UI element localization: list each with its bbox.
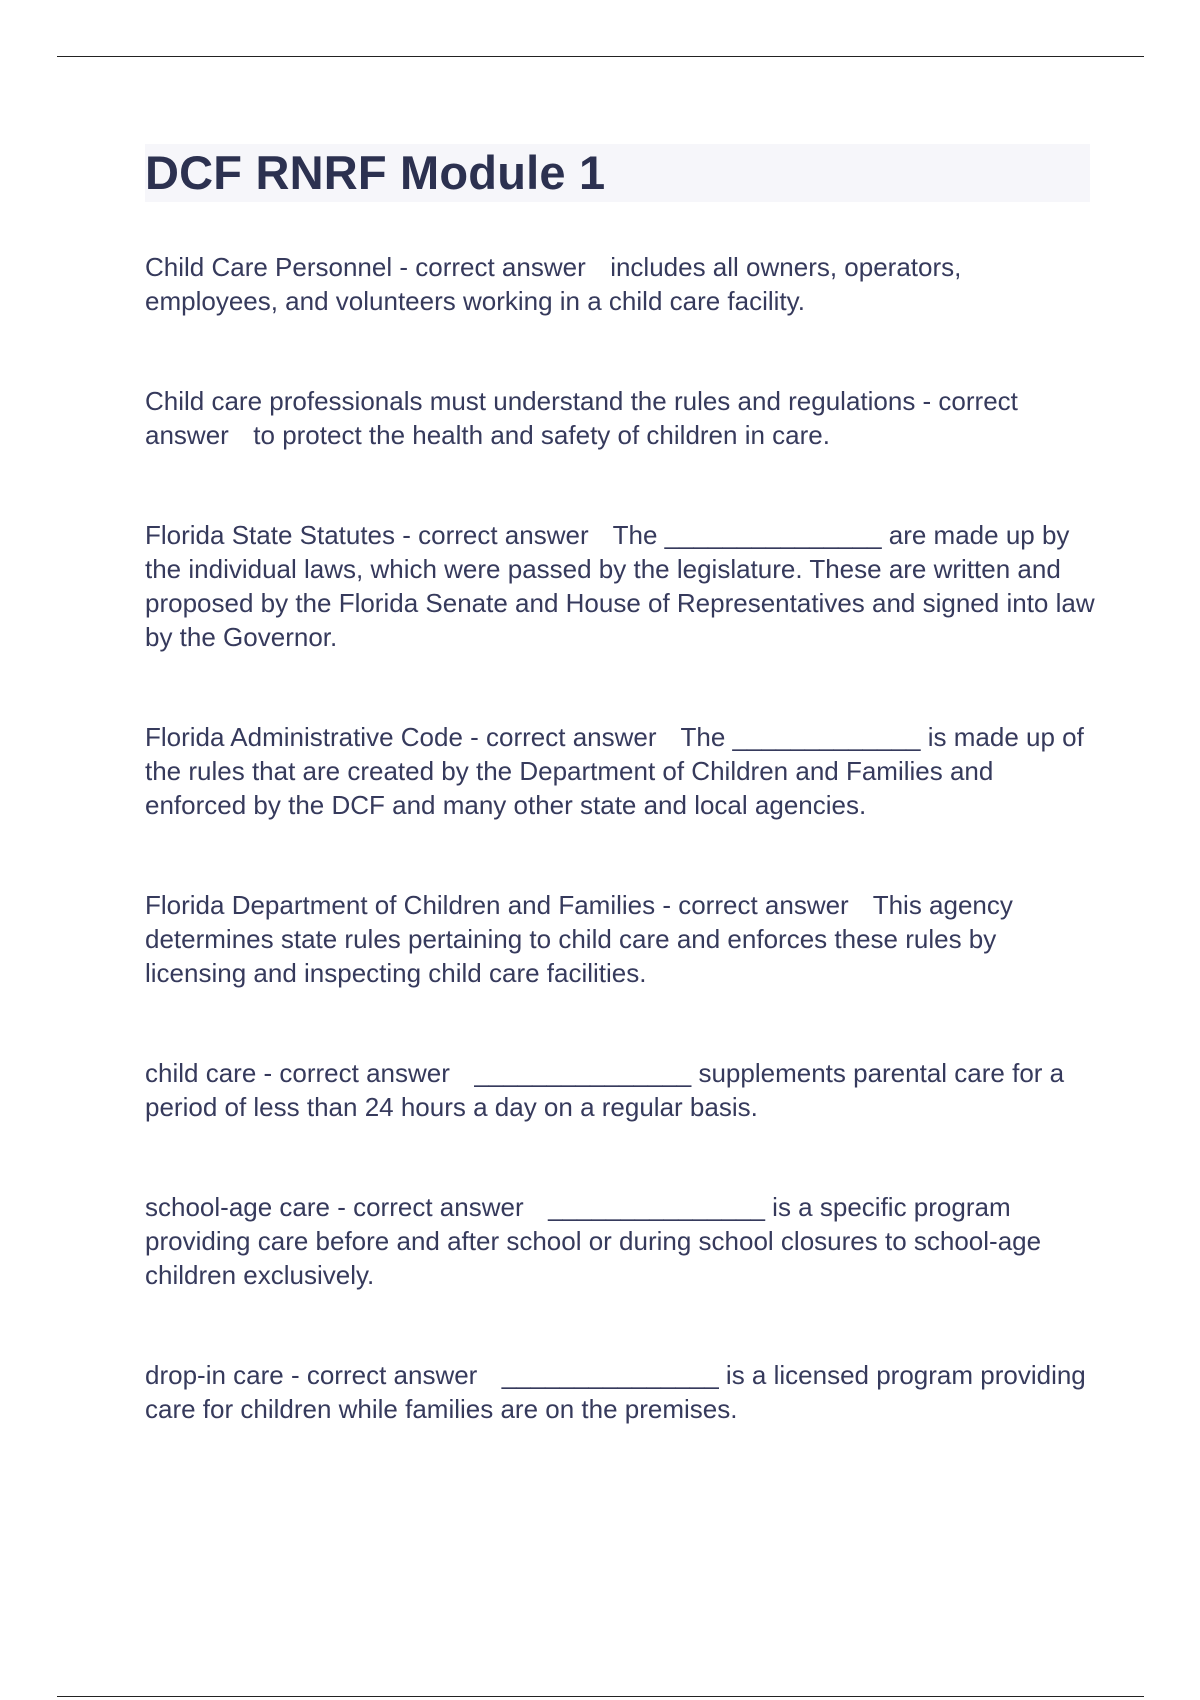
entry-term: Child Care Personnel - correct answer: [145, 252, 586, 282]
flashcard-entry: [145, 1190, 1095, 1292]
entry-definition: This agency determines state rules pertaining to child care and enforces these rules by licensing and inspecting child care facilities.: [145, 890, 1013, 988]
entry-term: Florida Administrative Code - correct answer: [145, 722, 657, 752]
entry-definition: to protect the health and safety of children in care.: [253, 420, 830, 450]
flashcard-entry: [145, 1056, 1095, 1124]
entry-term: Florida State Statutes - correct answer: [145, 520, 589, 550]
entry-definition: _______________ is a licensed program providing care for children while families are on the premises.: [145, 1360, 1086, 1424]
entry-term: drop-in care - correct answer: [145, 1360, 478, 1390]
flashcard-entry: [145, 250, 1095, 318]
flashcard-entry: [145, 720, 1095, 822]
flashcard-entry: [145, 384, 1095, 452]
entry-term: child care - correct answer: [145, 1058, 450, 1088]
entry-term: school-age care - correct answer: [145, 1192, 524, 1222]
document-title: DCF RNRF Module 1: [145, 146, 606, 199]
flashcard-entry: [145, 888, 1095, 990]
page-top-rule: [57, 56, 1144, 57]
flashcard-entry: [145, 518, 1095, 654]
page-bottom-rule: [57, 1696, 1144, 1697]
entry-definition: _______________ supplements parental care for a period of less than 24 hours a day on a regular basis.: [145, 1058, 1065, 1122]
entry-definition: The _____________ is made up of the rules that are created by the Department of Children and Families and enforced by the DCF and many other state and local agencies.: [145, 722, 1084, 820]
entry-definition: includes all owners, operators, employees, and volunteers working in a child care facility.: [145, 252, 962, 316]
entry-term: Florida Department of Children and Families - correct answer: [145, 890, 849, 920]
flashcard-entry: [145, 1358, 1095, 1426]
entry-definition: The _______________ are made up by the individual laws, which were passed by the legislature. These are written and proposed by the Florida Senate and House of Representatives and signed into law by the Governor.: [145, 520, 1095, 652]
entry-term: Child care professionals must understand the rules and regulations - correct answer: [145, 386, 1018, 450]
entry-definition: _______________ is a specific program providing care before and after school or during school closures to school-age children exclusively.: [145, 1192, 1042, 1290]
